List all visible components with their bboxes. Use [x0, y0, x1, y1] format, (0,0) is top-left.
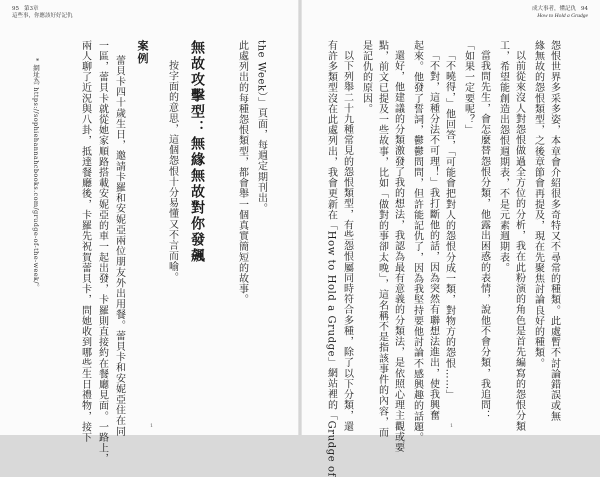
right-page-footer-mark: 1 [450, 423, 454, 429]
paragraph-line-8: 「不對，這種分法不可理！」我打斷他的話，因為突然有聯想法進出，使我興奮 [427, 50, 439, 421]
paragraph-line-7: 「不曉得，」他回答，「可能會把對人的怨恨分成一類，對物方的怨恨……」 [443, 50, 455, 401]
chapter-subtitle: 這些事，你應該好好記仇 [12, 12, 73, 19]
case-line-1: 蕾貝卡四十歲生日，邀請卡羅和安妮亞兩位朋友外出用餐。蕾貝卡和安妮亞住在同 [113, 55, 125, 437]
chapter-label: 第3章 [24, 6, 39, 12]
right-page-number: 94 [581, 6, 588, 12]
case-line-3: 兩人聊了近況與八卦，抵達餐廳後，卡羅先祝賀蕾貝卡，問她收到哪些生日禮物，接下 [79, 40, 91, 443]
book-subtitle: How to Hold a Grudge [537, 12, 588, 19]
case-label: 案例 [136, 40, 149, 65]
left-page-header [12, 6, 73, 19]
section-heading: 無故攻擊型：無緣無故對你發飆 [189, 40, 205, 264]
paragraph-line-1: 怨恨世界多采多姿，本章會介紹很多奇特又不尋常的種類。此處暫不討論錯誤或無 [548, 40, 560, 422]
book-gutter [298, 0, 302, 435]
case-line-2: 一區，蕾貝卡就從她家順路搭載安妮亞的車一起出發，卡羅則直接約在餐廳見面。一路上， [96, 40, 108, 464]
section-subheading: 按字面的意思，這個怨恨十分易懂又不言而喻。 [166, 60, 178, 283]
paragraph-line-9: 起來。他發了誓詞，鬱鬱問問，但許能記仇了，因為我堅持要他討論不感興趣的話題。 [411, 40, 423, 443]
footnote: * 網址為 https://sophiehannahcbooks.com/grudge-of-the-week/。 [32, 58, 40, 291]
left-page-number: 95 [12, 6, 19, 12]
paragraph-line-13: 以下列舉二十九種常見的怨恨類型，有些怨恨屬同時符合多種，除了以下分類，還 [341, 50, 353, 432]
right-page-header [532, 6, 588, 19]
paragraph-line-2: 緣無故的怨恨類型，之後章節會再提及，現在先聚焦討論良好的種類。 [532, 40, 544, 369]
continued-text: the Week）」頁面，每週定期刊出。 [255, 40, 267, 214]
paragraph-line-10: 還好，他建議的分類激發了我的想法，我認為最有意義的分類法，是依照心理主觀或要 [392, 50, 404, 453]
paragraph-line-14: 有許多類型沒在此處列出，我會更新在「How to Hold a Grudge」網站裡的「Grudge of [325, 40, 337, 477]
paragraph-line-3: 以前從來沒人對怨恨做過全方位的分析，我在此粉演的角色是首先編寫的怨恨分類 [513, 50, 525, 432]
paragraph-line-4: 工，希望能創造出怨恨週期表，不是元素週期表。 [497, 40, 509, 274]
paragraph-line-11: 點，前文已提及一些故事，比如「做對的事卻太晚」，這名稱不是指該事件的內容，而 [376, 40, 388, 438]
intro-line: 此處列出的每種怨恨類型，都會舉一個真實簡短的故事。 [236, 40, 248, 305]
paragraph-line-6: 「如果一定要呢？」 [462, 40, 474, 136]
left-page-footer-mark: 1 [150, 423, 154, 429]
paragraph-line-12: 是記仇的原因。 [360, 40, 372, 115]
book-title: 成大事者，懂記仇 [531, 6, 576, 12]
paragraph-line-5: 當我問先生，會怎麼替怨恨分類，他露出困惑的表情，說他不會分類，我追問： [478, 50, 490, 421]
